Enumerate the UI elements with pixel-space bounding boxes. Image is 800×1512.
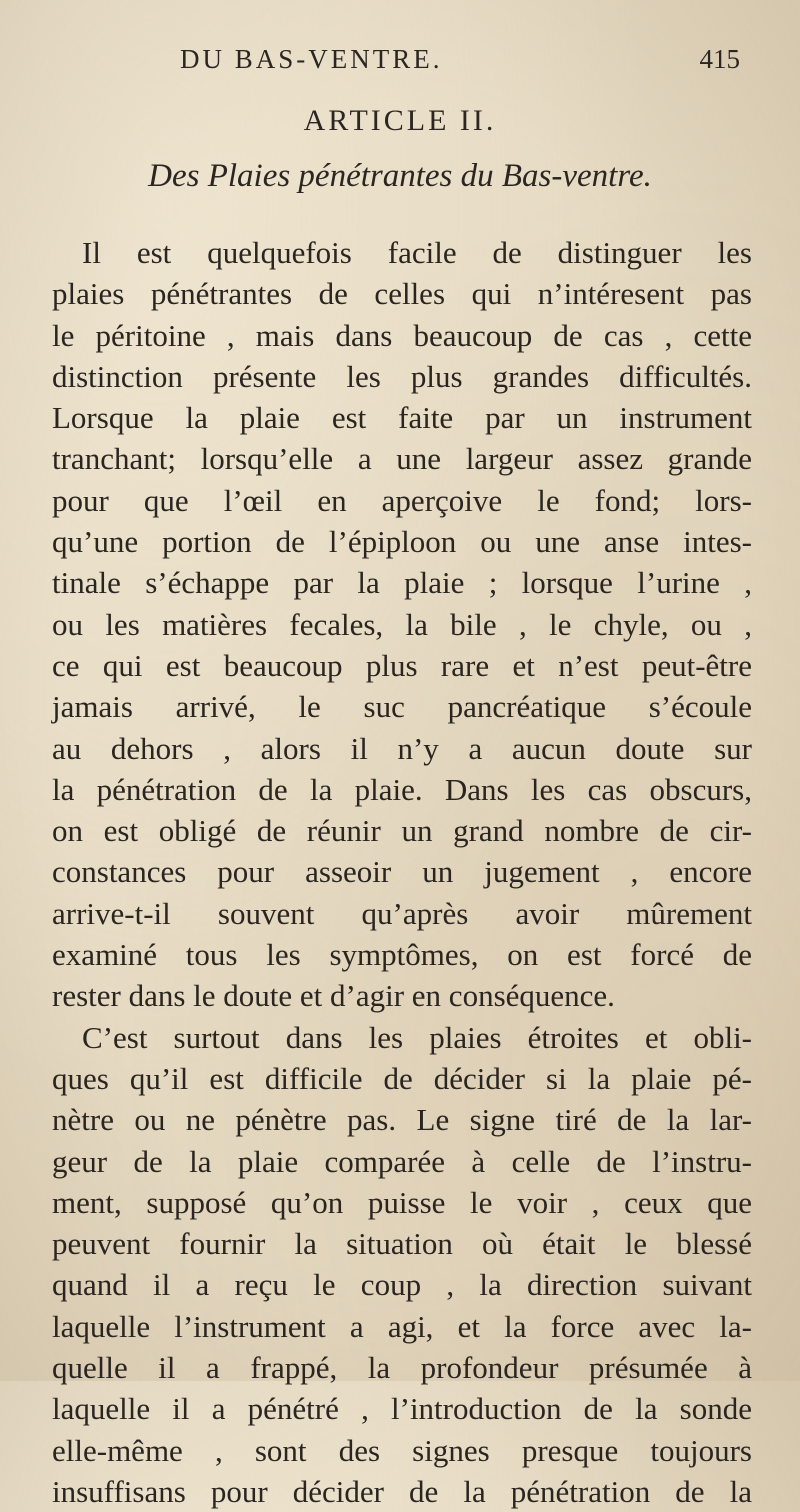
text-line: pour que l’œil en aperçoive le fond; lors-	[52, 482, 752, 518]
text-line: tranchant; lorsqu’elle a une largeur assez grande	[52, 441, 752, 477]
text-line: laquelle l’instrument a agi, et la force avec la-	[52, 1308, 752, 1344]
text-line: Lorsque la plaie est faite par un instrument	[52, 400, 752, 436]
running-title: DU BAS-VENTRE.	[180, 44, 443, 74]
text-line: ques qu’il est difficile de décider si la plaie pé-	[52, 1060, 752, 1096]
section-title: Des Plaies pénétrantes du Bas-ventre.	[148, 158, 652, 194]
text-line: le péritoine , mais dans beaucoup de cas , cette	[52, 317, 752, 353]
text-line: ou les matières fecales, la bile , le chyle, ou ,	[52, 606, 752, 642]
article-heading: ARTICLE II.	[303, 104, 497, 137]
text-line: laquelle il a pénétré , l’introduction de la sonde	[52, 1391, 752, 1427]
text-line: au dehors , alors il n’y a aucun doute sur	[52, 730, 752, 766]
text-line: insuffisans pour décider de la pénétration de la	[52, 1473, 752, 1509]
text-line: ment, supposé qu’on puisse le voir , ceux que	[52, 1184, 752, 1220]
text-line: peuvent fournir la situation où était le blessé	[52, 1226, 752, 1262]
text-line: constances pour asseoir un jugement , encore	[52, 854, 752, 890]
text-line: geur de la plaie comparée à celle de l’instru-	[52, 1143, 752, 1179]
text-line: arrive-t-il souvent qu’après avoir mûrement	[52, 895, 752, 931]
running-head	[180, 44, 740, 84]
text-line: rester dans le doute et d’agir en conséquence.	[52, 978, 615, 1014]
text-line: C’est surtout dans les plaies étroites et obli-	[82, 1019, 752, 1055]
text-line: qu’une portion de l’épiploon ou une anse intes-	[52, 524, 752, 560]
text-line: nètre ou ne pénètre pas. Le signe tiré de la lar-	[52, 1102, 752, 1138]
text-line: Il est quelquefois facile de distinguer les	[82, 235, 752, 270]
text-line: examiné tous les symptômes, on est forcé de	[52, 937, 752, 973]
text-line: la pénétration de la plaie. Dans les cas obscurs,	[52, 771, 752, 807]
text-line: quelle il a frappé, la profondeur présumée à	[52, 1350, 752, 1386]
page-number: 415	[699, 44, 740, 74]
text-line: ce qui est beaucoup plus rare et n’est peut-être	[52, 647, 752, 683]
text-line: on est obligé de réunir un grand nombre de cir-	[52, 813, 752, 849]
paragraph-2	[52, 1017, 752, 1512]
text-line: tinale s’échappe par la plaie ; lorsque l’urine ,	[52, 565, 752, 601]
text-line: quand il a reçu le coup , la direction suivant	[52, 1267, 752, 1303]
text-line: jamais arrivé, le suc pancréatique s’écoule	[52, 689, 752, 725]
text-line: distinction présente les plus grandes difficultés.	[52, 358, 752, 394]
body-text	[52, 232, 752, 1512]
text-line: plaies pénétrantes de celles qui n’intéresent pas	[52, 276, 752, 312]
paragraph-1	[52, 232, 752, 1017]
text-line: elle-même , sont des signes presque toujours	[52, 1432, 752, 1468]
